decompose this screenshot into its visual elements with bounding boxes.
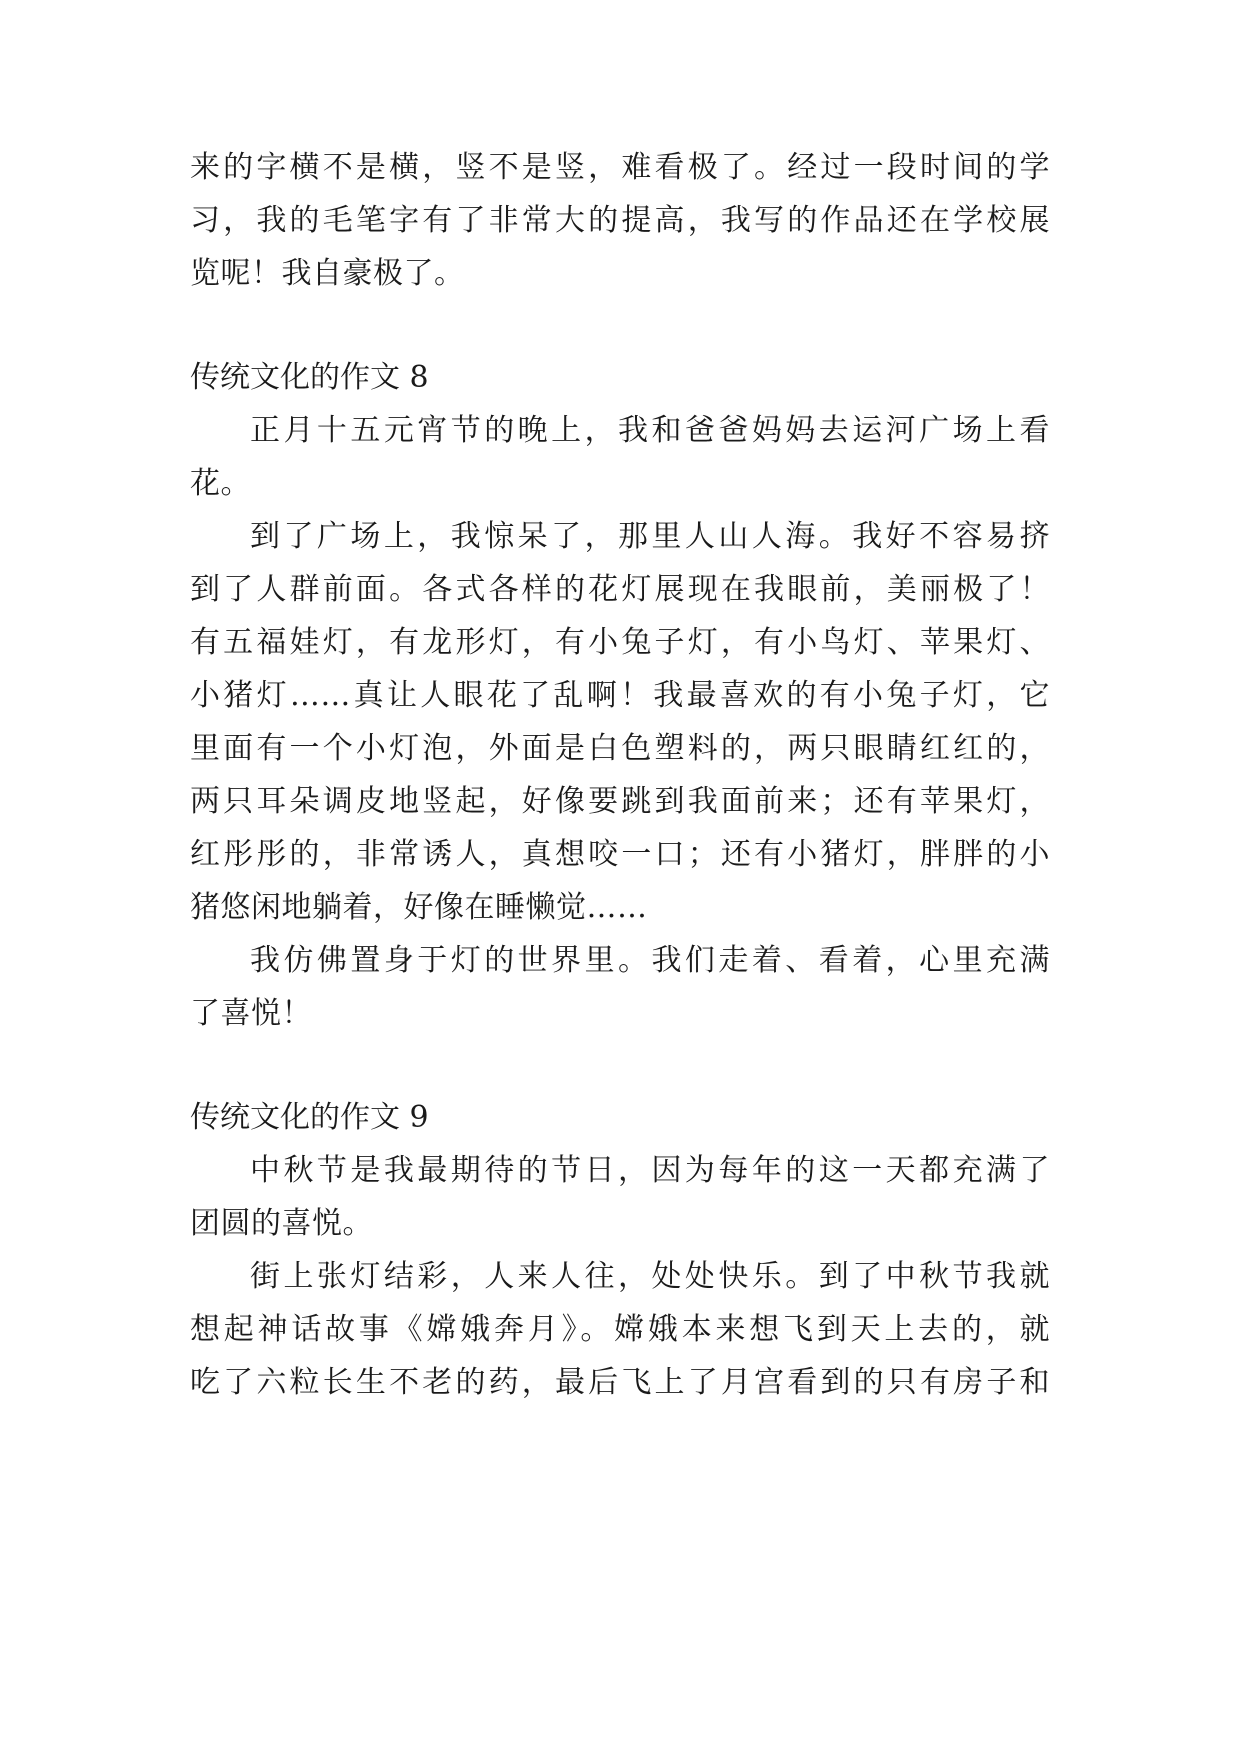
text-line: 了喜悦！ bbox=[190, 996, 312, 1031]
text-line: 有五福娃灯，有龙形灯，有小兔子灯，有小鸟灯、苹果灯、 bbox=[190, 625, 1050, 660]
text-line: 花。 bbox=[190, 466, 251, 501]
section-heading-9: 传统文化的作文 9 bbox=[190, 1100, 429, 1135]
section-heading-8: 传统文化的作文 8 bbox=[190, 360, 429, 395]
text-line: 吃了六粒长生不老的药，最后飞上了月宫看到的只有房子和 bbox=[190, 1365, 1050, 1400]
paragraph-first-line: 正月十五元宵节的晚上，我和爸爸妈妈去运河广场上看 bbox=[250, 413, 1050, 448]
paragraph-first-line: 中秋节是我最期待的节日，因为每年的这一天都充满了 bbox=[250, 1153, 1050, 1188]
text-line: 想起神话故事《嫦娥奔月》。嫦娥本来想飞到天上去的，就 bbox=[190, 1312, 1050, 1347]
text-line: 览呢！我自豪极了。 bbox=[190, 256, 465, 291]
text-line: 到了人群前面。各式各样的花灯展现在我眼前，美丽极了！ bbox=[190, 572, 1050, 607]
paragraph-first-line: 我仿佛置身于灯的世界里。我们走着、看着，心里充满 bbox=[250, 943, 1050, 978]
paragraph-first-line: 到了广场上，我惊呆了，那里人山人海。我好不容易挤 bbox=[250, 519, 1050, 554]
text-line: 团圆的喜悦。 bbox=[190, 1206, 373, 1241]
paragraph-first-line: 街上张灯结彩，人来人往，处处快乐。到了中秋节我就 bbox=[250, 1259, 1050, 1294]
text-line: 里面有一个小灯泡，外面是白色塑料的，两只眼睛红红的， bbox=[190, 731, 1050, 766]
text-line: 习，我的毛笔字有了非常大的提高，我写的作品还在学校展 bbox=[190, 203, 1050, 238]
text-line: 猪悠闲地躺着，好像在睡懒觉…… bbox=[190, 890, 648, 925]
text-line: 红彤彤的，非常诱人，真想咬一口；还有小猪灯，胖胖的小 bbox=[190, 837, 1050, 872]
text-line: 两只耳朵调皮地竖起，好像要跳到我面前来；还有苹果灯， bbox=[190, 784, 1050, 819]
text-line: 小猪灯……真让人眼花了乱啊！我最喜欢的有小兔子灯，它 bbox=[190, 678, 1050, 713]
text-line: 来的字横不是横，竖不是竖，难看极了。经过一段时间的学 bbox=[190, 150, 1050, 185]
